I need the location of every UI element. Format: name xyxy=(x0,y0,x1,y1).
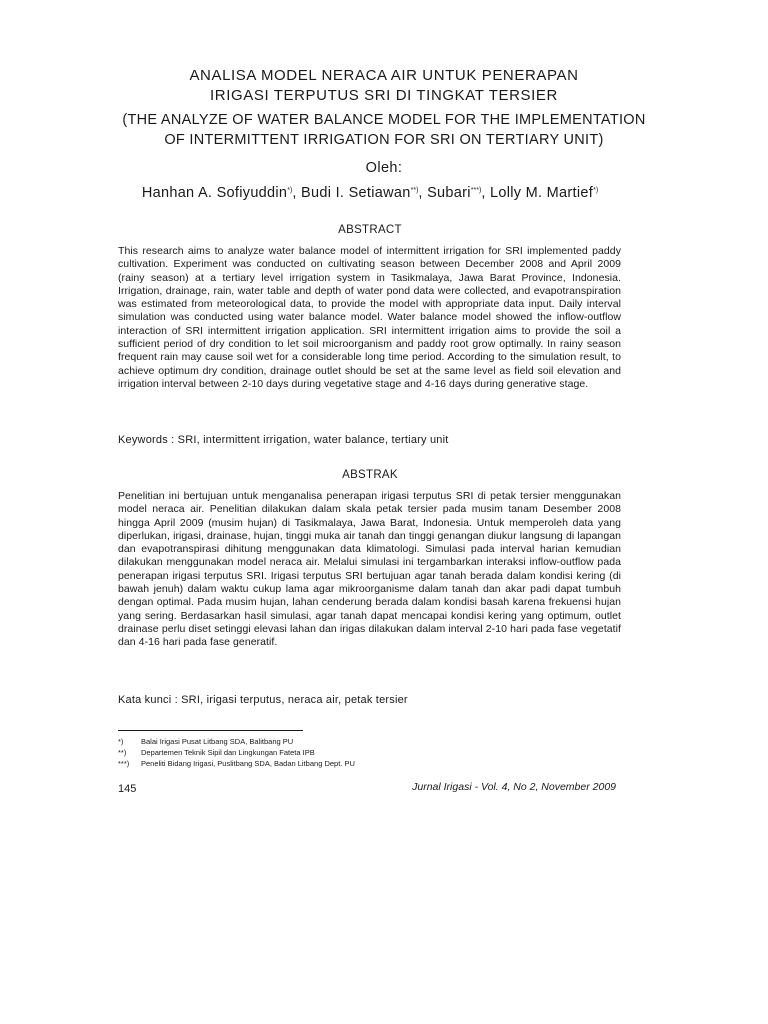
footnote-3 xyxy=(118,758,621,769)
abstract-heading: ABSTRACT xyxy=(338,224,402,236)
footnote-2 xyxy=(118,747,621,758)
author-2 xyxy=(301,185,427,201)
footnote-mark: **) xyxy=(118,748,127,757)
abstrak-heading: ABSTRAK xyxy=(342,469,398,481)
author-1 xyxy=(142,185,301,201)
footnotes xyxy=(118,736,621,769)
author-separator: , xyxy=(292,185,302,201)
byline-label: Oleh: xyxy=(365,160,403,176)
kata-kunci: Kata kunci : SRI, irigasi terputus, neraca air, petak tersier xyxy=(118,694,408,706)
abstrak-text: Penelitian ini bertujuan untuk menganalisa penerapan irigasi terputus SRI di petak tersier menggunakan model neraca air. Penelitian dilakukan dalam skala petak tersier pada musim tanam Desember 2008 hingga April 2009 (musim hujan) di Tasikmalaya, Jawa Barat, Indonesia. Untuk memperoleh data yang diperlukan, irigasi, drainase, hujan, tinggi muka air tanah dan tinggi genangan diukur langsung di lapangan dan evapotranspirasi dihitung menggunakan data klimatologi. Simulasi pada interval harian kemudian dilakukan menggunakan model neraca air. Melalui simulasi ini tergambarkan interaksi inflow-outflow pada penerapan irigasi terputus SRI. Irigasi terputus SRI bertujuan agar tanah berada dalam kondisi kering (di bawah jenuh) dalam waktu cukup lama agar mikroorganisme dalam tanah dan akar padi dapat tumbuh dengan optimal. Pada musim hujan, lahan cenderung berada dalam kondisi basah karena frekuensi hujan yang sering. Berdasarkan hasil simulasi, agar tanah dapat mencapai kondisi kering yang optimum, outlet drainase perlu diset setinggi elevasi lahan dan irigas dilakukan dalam interval 2-10 hari pada fase vegetatif dan 4-16 hari pada fase generatif. xyxy=(118,490,621,649)
page-number: 145 xyxy=(118,783,137,795)
author-name: Lolly M. Martief xyxy=(489,185,594,201)
author-name: Budi I. Setiawan xyxy=(301,185,411,201)
affiliation-mark: *) xyxy=(593,187,599,194)
abstract-text: This research aims to analyze water balance model of intermittent irrigation for SRI implemented paddy cultivation. Experiment was conducted on cultivating season between December 2008 and April 2009 (rainy season) at a tertiary level irrigation system in Tasikmalaya, Jawa Barat Province, Indonesia. Irrigation, drainage, rain, water table and depth of water pond data were collected, and evapotranspiration was estimated from meteorological data, to provide the model with appropriate data input. Daily interval simulation was conducted using water balance model. Water balance model showed the inflow-outflow interaction of SRI intermittent irrigation application. SRI intermittent irrigation aims to provide the soil a sufficient period of dry condition to let soil microorganism and paddy root grow optimally. In rainy season frequent rain may cause soil wet for a considerable long time period. According to the simulation result, to achieve optimum dry condition, drainage outlet should be set at the same level as field soil elevation and irrigation interval between 2-10 days during vegetative stage and 4-16 days during generative stage. xyxy=(118,245,621,390)
title-english xyxy=(0,110,768,150)
title-id-line-1: ANALISA MODEL NERACA AIR UNTUK PENERAPAN xyxy=(189,67,579,84)
author-list xyxy=(0,185,740,201)
keywords: Keywords : SRI, intermittent irrigation, water balance, tertiary unit xyxy=(118,434,449,446)
footnote-1 xyxy=(118,736,621,747)
footnote-text: Peneliti Bidang Irigasi, Puslitbang SDA, Badan Litbang Dept. PU xyxy=(141,759,355,768)
author-4 xyxy=(490,185,598,201)
author-name: Hanhan A. Sofiyuddin xyxy=(141,185,288,201)
affiliation-mark: *) xyxy=(287,187,293,194)
journal-citation: Jurnal Irigasi - Vol. 4, No 2, November 2009 xyxy=(412,781,616,793)
title-indonesian xyxy=(0,66,768,106)
author-3 xyxy=(427,185,490,201)
footnote-text: Departemen Teknik Sipil dan Lingkungan Fateta IPB xyxy=(141,748,315,757)
title-en-line-1: (THE ANALYZE OF WATER BALANCE MODEL FOR THE IMPLEMENTATION xyxy=(122,112,646,128)
title-id-line-2: IRIGASI TERPUTUS SRI DI TINGKAT TERSIER xyxy=(210,87,558,104)
footnote-text: Balai Irigasi Pusat Litbang SDA, Balitbang PU xyxy=(141,737,294,746)
author-separator: , xyxy=(481,185,490,201)
footnote-mark: *) xyxy=(118,737,124,746)
footnote-divider xyxy=(118,730,303,731)
author-separator: , xyxy=(418,185,428,201)
title-en-line-2: OF INTERMITTENT IRRIGATION FOR SRI ON TERTIARY UNIT) xyxy=(164,132,604,148)
author-name: Subari xyxy=(427,185,471,201)
affiliation-mark: ***) xyxy=(470,187,482,194)
footnote-mark: ***) xyxy=(118,759,130,768)
affiliation-mark: **) xyxy=(410,187,419,194)
